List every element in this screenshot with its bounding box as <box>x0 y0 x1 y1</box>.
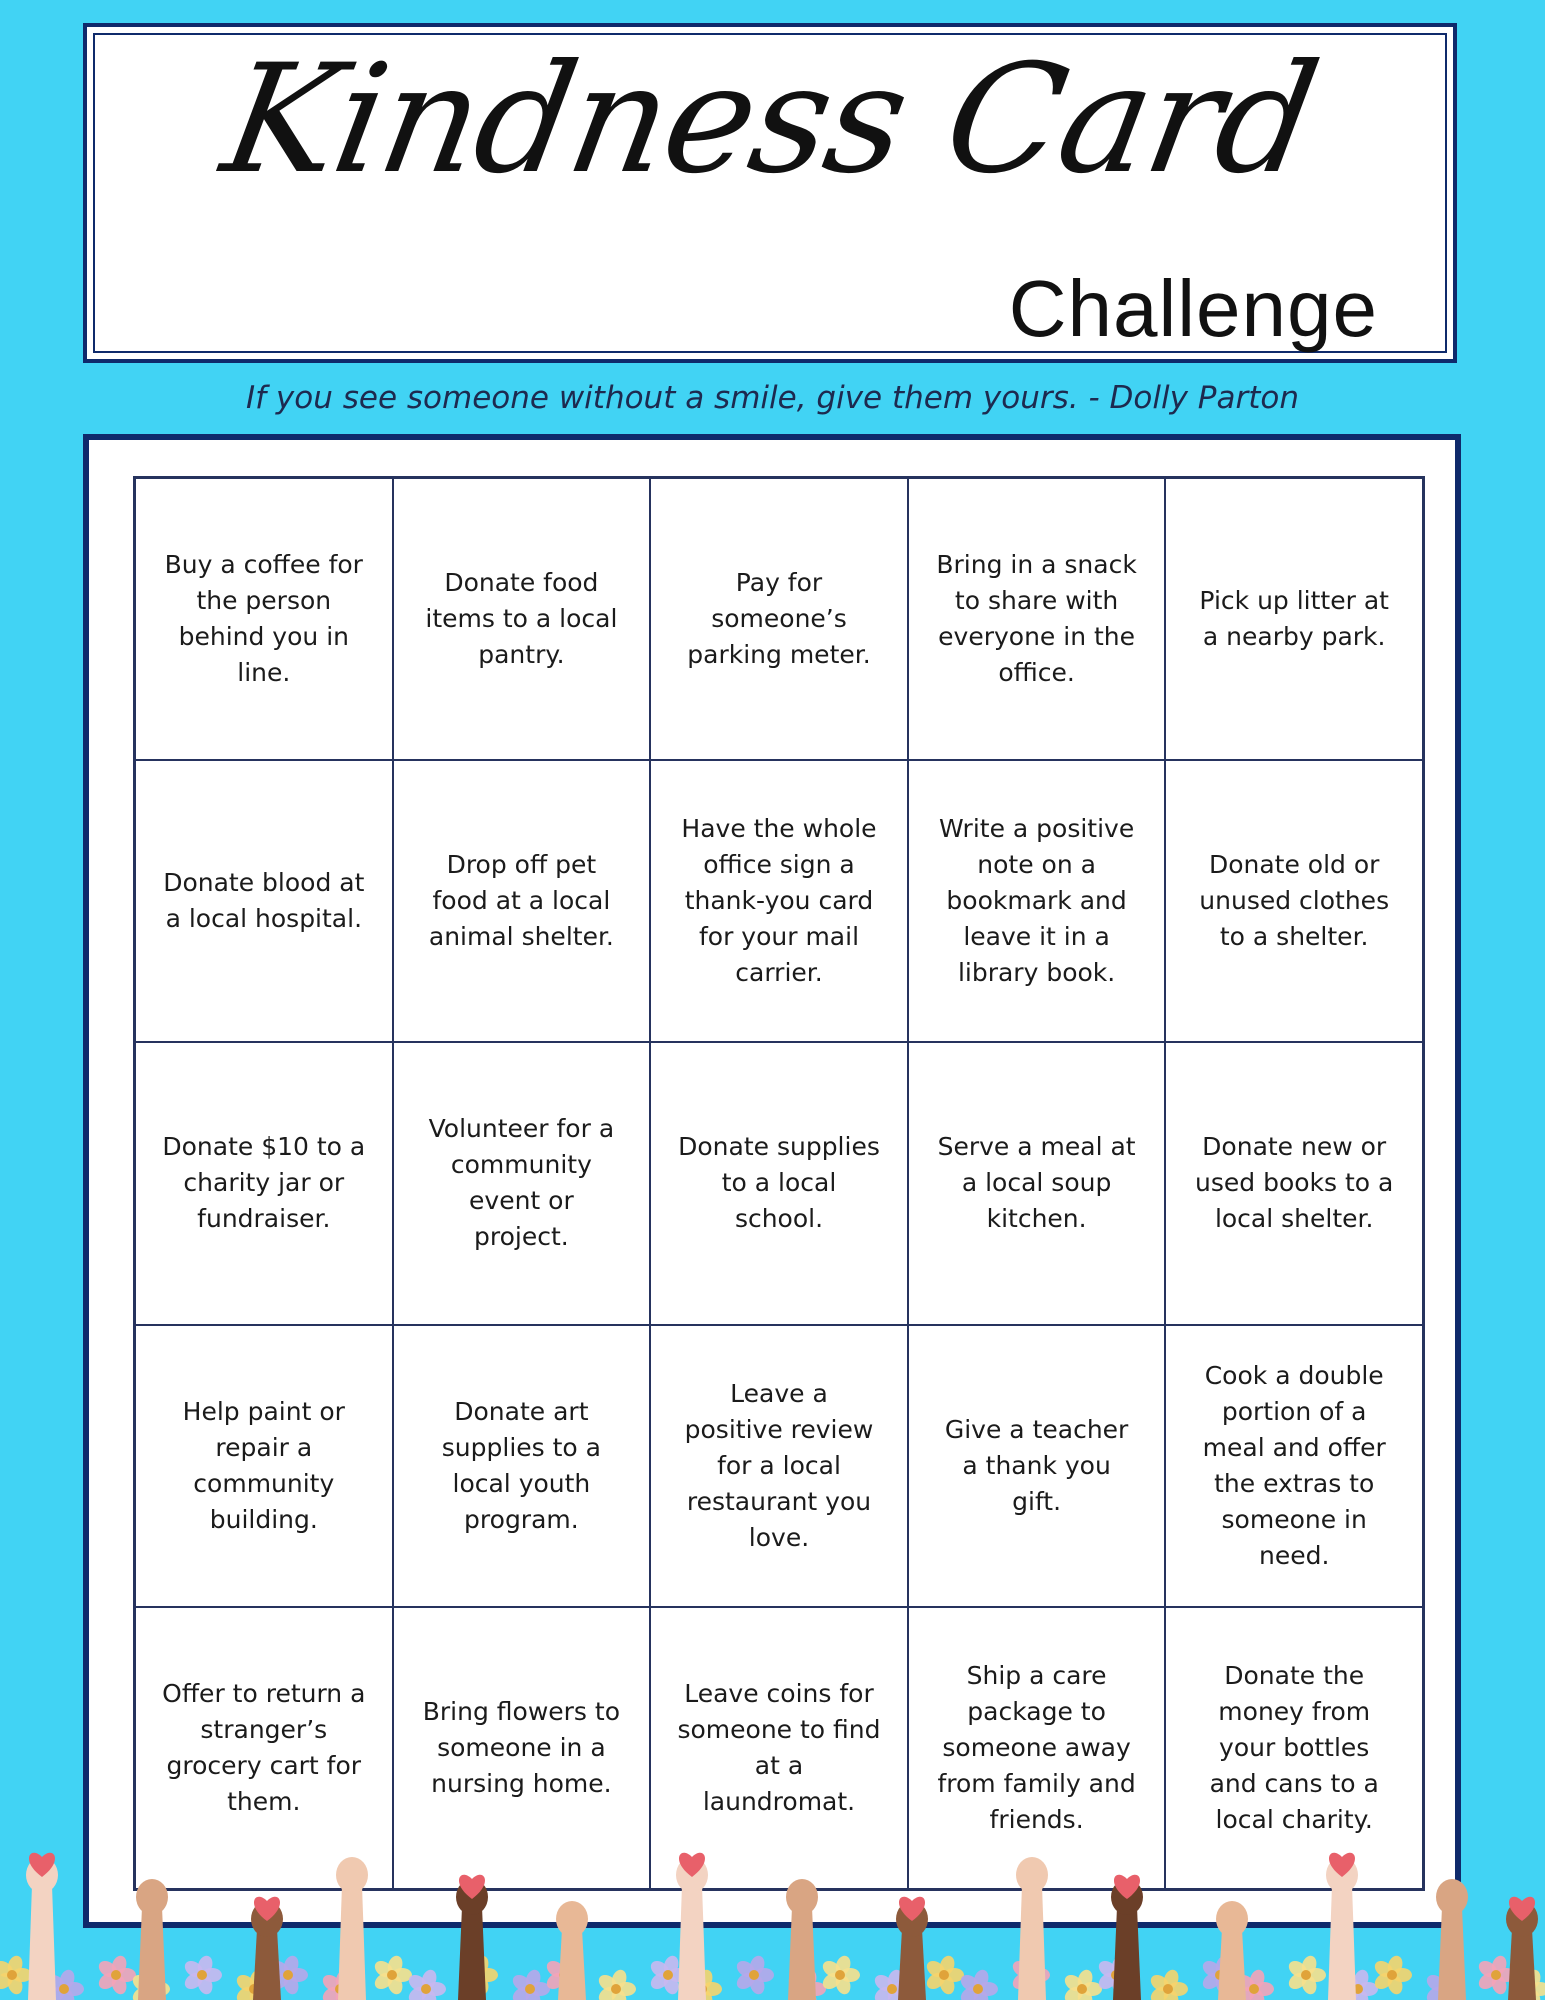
flower-icon <box>1286 1954 1326 1996</box>
grid-cell: Drop off pet food at a local animal shelter. <box>393 760 651 1042</box>
flowers-decoration <box>0 1954 1545 2000</box>
challenge-card <box>83 434 1461 1928</box>
grid-cell: Help paint or repair a community building. <box>135 1325 393 1607</box>
flower-icon <box>786 1968 826 2000</box>
flower-icon <box>234 1968 274 2000</box>
flower-icon <box>1424 1968 1464 2000</box>
grid-cell: Leave a positive review for a local restaurant you love. <box>650 1325 908 1607</box>
flower-icon <box>320 1968 360 2000</box>
quote-text: If you see someone without a smile, give them yours. - Dolly Parton <box>246 380 1299 416</box>
flower-icon <box>682 1968 722 2000</box>
flower-icon <box>96 1954 136 1996</box>
palm-icon <box>26 1857 58 1893</box>
flower-icon <box>596 1968 636 2000</box>
palm-icon <box>1506 1901 1538 1937</box>
raised-hand-icon <box>1218 1929 1246 2000</box>
flower-icon <box>406 1968 446 2000</box>
grid-cell: Donate $10 to a charity jar or fundraiser. <box>135 1042 393 1324</box>
grid-cell: Leave coins for someone to find at a laundromat. <box>650 1607 908 1889</box>
grid-cell: Ship a care package to someone away from family and friends. <box>908 1607 1166 1889</box>
grid-cell: Pay for someone’s parking meter. <box>650 478 908 760</box>
title-banner <box>83 23 1457 363</box>
grid-cell: Donate art supplies to a local youth program. <box>393 1325 651 1607</box>
grid-cell: Donate food items to a local pantry. <box>393 478 651 760</box>
flower-icon <box>0 1954 32 1996</box>
grid-cell: Serve a meal at a local soup kitchen. <box>908 1042 1166 1324</box>
grid-cell: Pick up litter at a nearby park. <box>1165 478 1423 760</box>
flower-icon <box>820 1954 860 1996</box>
grid-cell: Donate supplies to a local school. <box>650 1042 908 1324</box>
flower-icon <box>648 1954 688 1996</box>
grid-cell: Donate old or unused clothes to a shelter. <box>1165 760 1423 1042</box>
grid-cell: Offer to return a stranger’s grocery cart for them. <box>135 1607 393 1889</box>
raised-hand-icon <box>898 1929 926 2000</box>
flower-icon <box>372 1954 412 1996</box>
flower-icon <box>458 1954 498 1996</box>
grid-cell: Have the whole office sign a thank-you card for your mail carrier. <box>650 760 908 1042</box>
flower-icon <box>268 1954 308 1996</box>
raised-hand-icon <box>28 1885 56 2000</box>
flower-icon <box>182 1954 222 1996</box>
grid-cell: Volunteer for a community event or project. <box>393 1042 651 1324</box>
flower-icon <box>44 1968 84 2000</box>
flower-icon <box>1338 1968 1378 2000</box>
flower-icon <box>1200 1954 1240 1996</box>
title-script: Kindness Card <box>211 33 1329 207</box>
heart-icon <box>1509 1897 1535 1921</box>
title-subtitle: Challenge <box>1008 264 1378 353</box>
raised-hand-icon <box>253 1929 281 2000</box>
flower-icon <box>958 1968 998 2000</box>
flower-icon <box>1148 1968 1188 2000</box>
challenge-grid <box>133 476 1425 1891</box>
flower-icon <box>1372 1954 1412 1996</box>
flower-icon <box>1476 1954 1516 1996</box>
grid-cell: Bring flowers to someone in a nursing home. <box>393 1607 651 1889</box>
grid-cell: Give a teacher a thank you gift. <box>908 1325 1166 1607</box>
raised-hand-icon <box>1508 1929 1536 2000</box>
flower-icon <box>544 1954 584 1996</box>
flower-icon <box>510 1968 550 2000</box>
heart-icon <box>29 1853 55 1877</box>
flower-icon <box>924 1954 964 1996</box>
flower-icon <box>1510 1968 1545 2000</box>
grid-cell: Write a positive note on a bookmark and leave it in a library book. <box>908 760 1166 1042</box>
flower-icon <box>872 1968 912 2000</box>
raised-hand-icon <box>558 1929 586 2000</box>
grid-cell: Buy a coffee for the person behind you in line. <box>135 478 393 760</box>
flower-icon <box>1096 1954 1136 1996</box>
flower-icon <box>1062 1968 1102 2000</box>
grid-cell: Donate the money from your bottles and cans to a local charity. <box>1165 1607 1423 1889</box>
flower-icon <box>1010 1954 1050 1996</box>
flower-icon <box>1234 1968 1274 2000</box>
flower-icon <box>130 1968 170 2000</box>
grid-cell: Cook a double portion of a meal and offer the extras to someone in need. <box>1165 1325 1423 1607</box>
grid-cell: Bring in a snack to share with everyone in the office. <box>908 478 1166 760</box>
flower-icon <box>734 1954 774 1996</box>
grid-cell: Donate new or used books to a local shelter. <box>1165 1042 1423 1324</box>
grid-cell: Donate blood at a local hospital. <box>135 760 393 1042</box>
